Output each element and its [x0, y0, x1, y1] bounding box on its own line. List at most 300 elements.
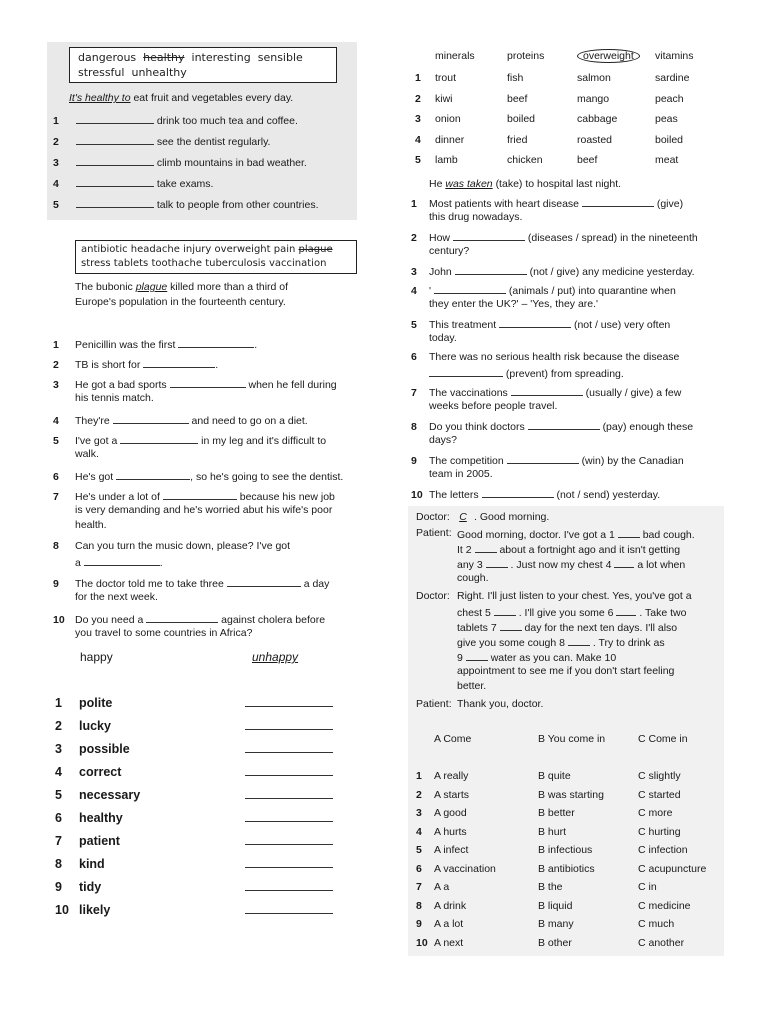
answer-blank[interactable] [116, 469, 190, 480]
item-word: necessary [79, 788, 141, 802]
item-number: 6 [53, 471, 59, 483]
exercise-2-example [75, 281, 288, 295]
exercise-5-item [411, 264, 695, 280]
gap-blank[interactable] [614, 557, 634, 568]
exercise-3-item [55, 719, 333, 733]
word-option[interactable]: meat [655, 154, 679, 166]
item-text: Penicillin was the first [75, 339, 176, 351]
dialog-text: water as you can. Make 10 [490, 652, 617, 664]
item-number: 4 [411, 285, 417, 297]
exercise-3-example-word: happy [80, 650, 113, 664]
item-text: Most patients with heart disease [429, 198, 579, 210]
item-text: in my leg and it's difficult to [201, 435, 327, 447]
exercise-2-item [53, 357, 218, 373]
item-text: see the dentist regularly. [156, 136, 271, 148]
item-number: 9 [53, 578, 59, 590]
option-a[interactable]: A hurts [434, 825, 467, 838]
item-number: 7 [53, 491, 59, 503]
option-b[interactable]: B other [538, 936, 572, 949]
item-text: Can you turn the music down, please? I've got [75, 540, 291, 552]
word-option[interactable]: roasted [577, 133, 613, 146]
gap-blank[interactable] [568, 635, 590, 646]
item-text: I've got a [75, 435, 118, 447]
item-text: He's under a lot of [75, 491, 160, 503]
word-dangerous: dangerous [78, 51, 137, 64]
option-a[interactable]: A really [434, 770, 469, 782]
answer-blank[interactable] [120, 433, 198, 444]
speaker-label: Doctor: [416, 590, 450, 602]
exercise-5-example [429, 178, 621, 192]
item-text: against cholera before [221, 614, 326, 626]
answer-blank[interactable] [227, 576, 301, 587]
word-option[interactable]: trout [435, 72, 457, 84]
item-number: 8 [53, 540, 59, 552]
exercise-1-item [53, 155, 307, 171]
item-word: kind [79, 857, 105, 871]
option-row [416, 900, 691, 914]
gap-blank[interactable] [618, 527, 640, 538]
option-c[interactable]: C slightly [638, 770, 681, 782]
exercise-2-word-box [75, 240, 357, 274]
dialog-text: Thank you, doctor. [457, 698, 544, 710]
word-sensible: sensible [257, 51, 303, 64]
word-option[interactable]: sardine [655, 72, 690, 84]
option-b[interactable]: B infectious [538, 844, 593, 856]
option-b[interactable]: B the [538, 881, 563, 893]
dialog-text: Good morning, doctor. I've got a 1 [457, 529, 615, 541]
option-number: 9 [416, 918, 422, 930]
exercise-5-item [411, 196, 683, 212]
exercise-5-item [411, 385, 681, 401]
dialog-text: chest 5 [457, 607, 491, 619]
option-b[interactable]: B liquid [538, 899, 573, 912]
item-text: when he fell during [248, 379, 337, 391]
item-number: 3 [55, 742, 62, 756]
item-continuation: team in 2005. [429, 468, 493, 480]
option-b-head: B You come in [538, 733, 606, 745]
header-vitamins: vitamins [655, 50, 694, 62]
word-toothache: toothache [151, 258, 202, 269]
item-continuation: days? [429, 434, 458, 446]
option-a-head: A Come [434, 733, 472, 745]
exercise-3-item [55, 903, 333, 917]
exercise-5-item [411, 487, 660, 503]
word-option[interactable]: beef [507, 92, 528, 105]
dialog-text: . Good morning. [474, 511, 550, 523]
option-b[interactable]: B better [538, 807, 575, 819]
example-answer: C [459, 511, 467, 523]
option-a[interactable]: A infect [434, 844, 469, 856]
option-c[interactable]: C another [638, 936, 685, 949]
item-continuation [429, 366, 624, 382]
answer-blank[interactable] [528, 419, 600, 430]
option-a[interactable]: A next [434, 936, 464, 949]
gap-blank[interactable] [500, 620, 522, 631]
item-continuation: this drug nowadays. [429, 211, 523, 223]
item-word: polite [79, 696, 113, 710]
item-text: John [429, 266, 452, 278]
item-text: (give) [656, 198, 684, 210]
option-number: 7 [416, 881, 422, 893]
item-continuation: they enter the UK?' – 'Yes, they are.' [429, 298, 599, 310]
word-healthy: healthy [143, 51, 185, 64]
row-number: 3 [415, 113, 421, 125]
exercise-3-item [55, 834, 333, 848]
exercise-5-item [411, 317, 670, 333]
word-injury: injury [183, 244, 212, 255]
item-continuation: weeks before people travel. [429, 400, 558, 412]
item-text: and need to go on a diet. [191, 415, 308, 427]
answer-blank[interactable] [76, 113, 154, 124]
exercise-4-row [415, 113, 715, 127]
option-number: 6 [416, 862, 422, 875]
options-header [434, 733, 688, 747]
item-number: 4 [55, 765, 62, 779]
answer-blank[interactable] [453, 230, 525, 241]
answer-blank[interactable] [245, 880, 333, 891]
dialog-text: give you some cough 8 [457, 637, 565, 649]
header-minerals: minerals [435, 50, 475, 62]
word-option[interactable]: fish [507, 72, 524, 84]
exercise-2-item [53, 612, 325, 628]
option-a[interactable]: A drink [434, 899, 467, 912]
gap-blank[interactable] [486, 557, 508, 568]
dialog-text: . Just now my chest 4 [510, 559, 612, 571]
exercise-4-row [415, 72, 715, 86]
item-word: correct [79, 765, 122, 779]
exercise-3-item [55, 696, 333, 710]
dialog-text: tablets 7 [457, 622, 497, 634]
option-c[interactable]: C in [638, 881, 657, 893]
exercise-3-panel [47, 646, 367, 926]
answer-blank[interactable] [76, 197, 154, 208]
item-continuation: is very demanding and he's worried abut his wife's poor [75, 504, 333, 516]
dialog-line [457, 650, 616, 666]
word-plague: plague [298, 244, 333, 255]
item-number: 5 [411, 319, 417, 331]
item-continuation: today. [429, 332, 457, 344]
word-tuberculosis: tuberculosis [205, 258, 266, 269]
option-a[interactable]: A a [434, 881, 450, 893]
example-text: The bubonic [75, 281, 133, 293]
item-text: take exams. [156, 178, 214, 190]
item-word: healthy [79, 811, 123, 825]
item-text: (win) by the Canadian [581, 455, 684, 467]
option-c[interactable]: C medicine [638, 899, 691, 912]
option-a[interactable]: A a lot [434, 918, 464, 930]
exercise-3-item [55, 788, 333, 802]
gap-blank[interactable] [616, 605, 636, 616]
option-row [416, 844, 688, 858]
answer-blank[interactable] [245, 765, 333, 776]
item-text: Do you need a [75, 614, 144, 626]
option-b[interactable]: B hurt [538, 825, 567, 838]
item-continuation: you travel to some countries in Africa? [75, 627, 253, 639]
answer-blank[interactable] [511, 385, 583, 396]
option-c[interactable]: C much [638, 918, 675, 930]
dialog-text: cough. [457, 572, 489, 584]
item-text: TB is short for [75, 359, 141, 371]
item-text: The letters [429, 489, 479, 501]
exercise-2-panel [47, 236, 367, 646]
exercise-4-panel [405, 42, 725, 172]
answer-blank[interactable] [113, 413, 189, 424]
item-text: . [215, 359, 219, 371]
speaker-label: Doctor: [416, 511, 450, 523]
item-continuation: walk. [75, 448, 99, 460]
example-answer: plague [135, 281, 168, 293]
speaker-label: Patient: [416, 527, 452, 539]
dialog-line [452, 511, 549, 525]
answer-blank[interactable] [245, 696, 333, 707]
answer-blank[interactable] [455, 264, 527, 275]
exercise-4-row [415, 93, 715, 107]
dialog-text: Right. I'll just listen to your chest. Yes, you've got a [457, 590, 692, 602]
dialog-text: . I'll give you some 6 [518, 607, 614, 619]
item-number: 1 [53, 115, 59, 127]
word-option[interactable]: kiwi [435, 92, 453, 105]
answer-blank[interactable] [84, 555, 160, 566]
item-number: 10 [411, 489, 423, 501]
item-text: He got a bad sports [75, 379, 167, 391]
item-number: 3 [53, 157, 59, 169]
dialog-text: bad cough. [642, 529, 695, 541]
row-number: 4 [415, 133, 421, 146]
option-c[interactable]: C more [638, 807, 673, 819]
dialog-text: 9 [457, 652, 463, 664]
answer-blank[interactable] [429, 366, 503, 377]
answer-blank[interactable] [163, 489, 237, 500]
word-interesting: interesting [191, 51, 251, 64]
exercise-1-word-box [69, 47, 337, 83]
example-text: (take) to hospital last night. [495, 178, 622, 190]
answer-blank[interactable] [482, 487, 554, 498]
item-number: 7 [55, 834, 62, 848]
answer-blank[interactable] [582, 196, 654, 207]
item-text: (pay) enough these [602, 421, 694, 433]
header-overweight-circled: overweight [577, 49, 640, 63]
item-text: The vaccinations [429, 387, 508, 399]
word-option[interactable]: fried [507, 133, 528, 146]
answer-blank[interactable] [76, 134, 154, 145]
item-number: 8 [55, 857, 62, 871]
option-c[interactable]: C acupuncture [638, 862, 707, 875]
example-answer: was taken [445, 178, 493, 190]
answer-blank[interactable] [170, 377, 246, 388]
item-number: 1 [411, 198, 417, 210]
dialog-text: day for the next ten days. I'll also [524, 622, 678, 634]
item-number: 2 [53, 136, 59, 148]
item-text: There was no serious health risk because the disease [429, 351, 680, 363]
word-option[interactable]: dinner [435, 133, 465, 146]
exercise-3-example-answer: unhappy [252, 650, 299, 664]
option-row [416, 807, 672, 821]
dialog-line [457, 635, 665, 651]
exercise-1-item [53, 113, 298, 129]
word-unhealthy: unhealthy [131, 66, 187, 79]
dialog-text: better. [457, 680, 487, 692]
exercise-2-item [53, 337, 257, 353]
option-b[interactable]: B quite [538, 770, 571, 782]
option-row [416, 770, 681, 784]
exercise-5-item [411, 453, 684, 469]
option-c[interactable]: C hurting [638, 825, 681, 838]
item-word: tidy [79, 880, 102, 894]
dialog-line [457, 665, 674, 679]
answer-blank[interactable] [76, 155, 154, 166]
dialog-line [457, 698, 543, 712]
item-number: 5 [55, 788, 62, 802]
answer-blank[interactable] [178, 337, 254, 348]
item-text: He's got [75, 471, 114, 483]
word-stress: stress [81, 258, 111, 269]
answer-blank[interactable] [434, 283, 506, 294]
example-answer: It's healthy to [69, 92, 131, 104]
option-c[interactable]: C infection [638, 844, 688, 856]
answer-blank[interactable] [245, 834, 333, 845]
exercise-2-item [53, 489, 335, 505]
item-continuation: his tennis match. [75, 392, 154, 404]
option-b[interactable]: B antibiotics [538, 862, 595, 875]
item-number: 3 [411, 266, 417, 278]
option-number: 1 [416, 770, 422, 782]
item-number: 10 [55, 903, 69, 917]
item-text: (usually / give) a few [585, 387, 682, 399]
gap-blank[interactable] [475, 542, 497, 553]
item-number: 5 [53, 199, 59, 211]
exercise-3-item [55, 857, 333, 871]
dialog-line [457, 680, 486, 694]
word-option[interactable]: mango [577, 92, 610, 105]
option-a[interactable]: A starts [434, 788, 470, 801]
answer-blank[interactable] [76, 176, 154, 187]
item-text: This treatment [429, 319, 497, 331]
word-option[interactable]: chicken [507, 154, 543, 166]
answer-blank[interactable] [245, 903, 333, 914]
item-number: 4 [53, 415, 59, 427]
dialog-text: appointment to see me if you don't start feeling [457, 665, 675, 677]
answer-blank[interactable] [245, 857, 333, 868]
item-number: 9 [411, 455, 417, 467]
word-tablets: tablets [113, 258, 149, 269]
answer-blank[interactable] [499, 317, 571, 328]
item-number: 6 [411, 351, 417, 363]
exercise-4-row [415, 154, 715, 168]
word-option[interactable]: lamb [435, 154, 458, 166]
option-b[interactable]: B was starting [538, 788, 604, 801]
item-number: 7 [411, 387, 417, 399]
item-text: a day [303, 578, 330, 590]
item-text: (not / give) any medicine yesterday. [529, 266, 695, 278]
item-word: lucky [79, 719, 111, 733]
item-word: likely [79, 903, 111, 917]
item-text: (not / send) yesterday. [556, 489, 661, 501]
option-c-head: C Come in [638, 733, 688, 745]
answer-blank[interactable] [146, 612, 218, 623]
word-option[interactable]: boiled [507, 113, 536, 125]
option-row [416, 863, 706, 877]
gap-blank[interactable] [466, 650, 488, 661]
item-text: The doctor told me to take three [75, 578, 224, 590]
item-number: 3 [53, 379, 59, 391]
item-text: talk to people from other countries. [156, 199, 319, 211]
example-text: He [429, 178, 443, 190]
word-option[interactable]: peach [655, 92, 684, 105]
option-a[interactable]: A vaccination [434, 862, 496, 875]
dialog-text: any 3 [457, 559, 483, 571]
option-row [416, 881, 657, 895]
dialog-line [457, 527, 695, 543]
word-headache: headache [130, 244, 180, 255]
item-number: 6 [55, 811, 62, 825]
dialog-text: about a fortnight ago and it isn't getting [499, 544, 681, 556]
exercise-6-panel [408, 506, 724, 956]
word-option[interactable]: peas [655, 113, 678, 125]
word-pain: pain [273, 244, 296, 255]
item-continuation: for the next week. [75, 591, 158, 603]
dialog-text: . Try to drink as [592, 637, 665, 649]
answer-blank[interactable] [245, 742, 333, 753]
exercise-2-item [53, 540, 290, 554]
item-continuation [75, 555, 163, 571]
option-row [416, 918, 674, 932]
exercise-4-headers [435, 50, 694, 64]
item-text: (not / use) very often [573, 319, 671, 331]
item-text: (diseases / spread) in the nineteenth [527, 232, 698, 244]
answer-blank[interactable] [245, 811, 333, 822]
item-text: a [75, 557, 81, 569]
item-continuation: health. [75, 519, 107, 531]
word-option[interactable]: onion [435, 113, 461, 125]
exercise-1-panel [47, 42, 357, 220]
item-text: drink too much tea and coffee. [156, 115, 298, 127]
option-b[interactable]: B many [538, 918, 574, 930]
word-option[interactable]: boiled [655, 133, 684, 146]
gap-blank[interactable] [494, 605, 516, 616]
option-a[interactable]: A good [434, 807, 467, 819]
option-c[interactable]: C started [638, 788, 681, 801]
item-text: climb mountains in bad weather. [156, 157, 307, 169]
answer-blank[interactable] [245, 719, 333, 730]
example-text: killed more than a third of [170, 281, 289, 293]
exercise-1-item [53, 197, 319, 213]
exercise-5-item [411, 230, 698, 246]
exercise-3-item [55, 880, 333, 894]
item-number: 10 [53, 614, 65, 626]
dialog-text: a lot when [637, 559, 686, 571]
exercise-5-item [411, 283, 676, 299]
word-option[interactable]: cabbage [577, 113, 618, 125]
word-stressful: stressful [78, 66, 125, 79]
dialog-line [457, 620, 677, 636]
exercise-2-item [53, 433, 326, 449]
exercise-1-item [53, 134, 270, 150]
dialog-line [457, 590, 692, 604]
answer-blank[interactable] [143, 357, 215, 368]
exercise-1-example [69, 92, 293, 106]
item-text: The competition [429, 455, 504, 467]
item-number: 2 [411, 232, 417, 244]
answer-blank[interactable] [245, 788, 333, 799]
answer-blank[interactable] [507, 453, 579, 464]
item-text: How [429, 232, 451, 244]
item-number: 2 [53, 359, 59, 371]
word-option[interactable]: beef [577, 154, 598, 166]
row-number: 5 [415, 154, 421, 166]
word-option[interactable]: salmon [577, 72, 611, 84]
header-proteins: proteins [507, 50, 545, 62]
item-text: Do you think doctors [429, 421, 525, 433]
